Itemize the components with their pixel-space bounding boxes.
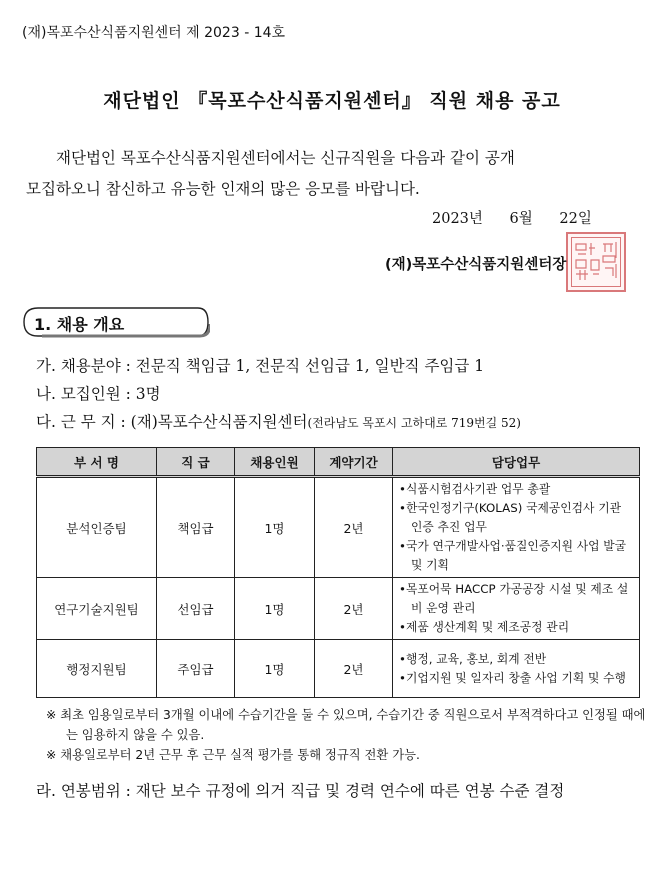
- cell-count: 1명: [235, 578, 315, 640]
- organization-signature: (재)목포수산식품지원센터장: [385, 257, 567, 273]
- cell-duties: [393, 640, 640, 698]
- duty-item: •제품 생산계획 및 제조공정 관리: [399, 620, 570, 634]
- duty-item: •한국인정기구(KOLAS) 국제공인검사 기관 인증 추진 업무: [399, 501, 621, 534]
- positions-table: [36, 447, 640, 698]
- duty-item: •행정, 교육, 홍보, 회계 전반: [399, 651, 547, 666]
- header-count: 채용인원: [235, 448, 315, 477]
- cell-period: 2년: [315, 477, 393, 578]
- section-heading-tab: [22, 306, 210, 338]
- cell-grade: 책임급: [157, 477, 235, 578]
- cell-duties: [393, 477, 640, 578]
- official-seal-stamp: [566, 232, 626, 292]
- table-row: [37, 640, 640, 698]
- table-header-row: [37, 448, 640, 477]
- intro-paragraph: [26, 143, 638, 205]
- duty-item: •기업지원 및 일자리 창출 사업 기획 및 수행: [399, 670, 626, 685]
- date-day: 22일: [559, 211, 592, 227]
- work-location-address: (전라남도 목포시 고하대로 719번길 52): [307, 416, 521, 430]
- cell-department: 분석인증팀: [37, 477, 157, 578]
- cell-grade: 선임급: [157, 578, 235, 640]
- cell-count: 1명: [235, 477, 315, 578]
- announcement-date: [432, 207, 614, 228]
- notes-block: [46, 705, 646, 765]
- section-heading: 1. 채용 개요: [34, 315, 125, 334]
- cell-count: 1명: [235, 640, 315, 698]
- table-row: [37, 578, 640, 640]
- date-month: 6월: [509, 211, 533, 227]
- recruit-field-line: 가. 채용분야 : 전문직 책임급 1, 전문직 선임급 1, 일반직 주임급 1: [36, 357, 485, 375]
- cell-department: 행정지원팀: [37, 640, 157, 698]
- header-duties: 담당업무: [393, 448, 640, 477]
- date-year: 2023년: [432, 211, 483, 227]
- overview-list: [36, 352, 521, 437]
- salary-range-line: 라. 연봉범위 : 재단 보수 규정에 의거 직급 및 경력 연수에 따른 연봉 수준 결정: [36, 782, 565, 800]
- duty-item: •식품시험검사기관 업무 총괄: [399, 482, 551, 496]
- work-location-line: [36, 408, 521, 437]
- page-title: 재단법인 『목포수산식품지원센터』 직원 채용 공고: [103, 90, 561, 112]
- intro-line-2: 모집하오니 참신하고 유능한 인재의 많은 응모를 바랍니다.: [26, 180, 420, 198]
- cell-period: 2년: [315, 640, 393, 698]
- document-number: (재)목포수산식품지원센터 제 2023 - 14호: [22, 25, 286, 41]
- intro-line-1: 재단법인 목포수산식품지원센터에서는 신규직원을 다음과 같이 공개: [56, 149, 515, 167]
- note-probation: ※ 최초 임용일로부터 3개월 이내에 수습기간을 둘 수 있으며, 수습기간 중 직원으로서 부적격하다고 인정될 때에는 임용하지 않을 수 있음.: [46, 708, 646, 742]
- header-department: 부 서 명: [37, 448, 157, 477]
- header-period: 계약기간: [315, 448, 393, 477]
- cell-period: 2년: [315, 578, 393, 640]
- duty-item: •목포어묵 HACCP 가공공장 시설 및 제조 설비 운영 관리: [399, 582, 629, 615]
- seal-pattern-icon: [572, 238, 622, 284]
- work-location-main: 다. 근 무 지 : (재)목포수산식품지원센터: [36, 413, 308, 431]
- cell-department: 연구기술지원팀: [37, 578, 157, 640]
- recruit-count-line: 나. 모집인원 : 3명: [36, 385, 161, 403]
- duty-item: •국가 연구개발사업·품질인증지원 사업 발굴 및 기획: [399, 539, 627, 572]
- header-grade: 직 급: [157, 448, 235, 477]
- cell-duties: [393, 578, 640, 640]
- note-conversion: ※ 채용일로부터 2년 근무 후 근무 실적 평가를 통해 정규직 전환 가능.: [46, 748, 420, 762]
- table-row: [37, 477, 640, 578]
- cell-grade: 주임급: [157, 640, 235, 698]
